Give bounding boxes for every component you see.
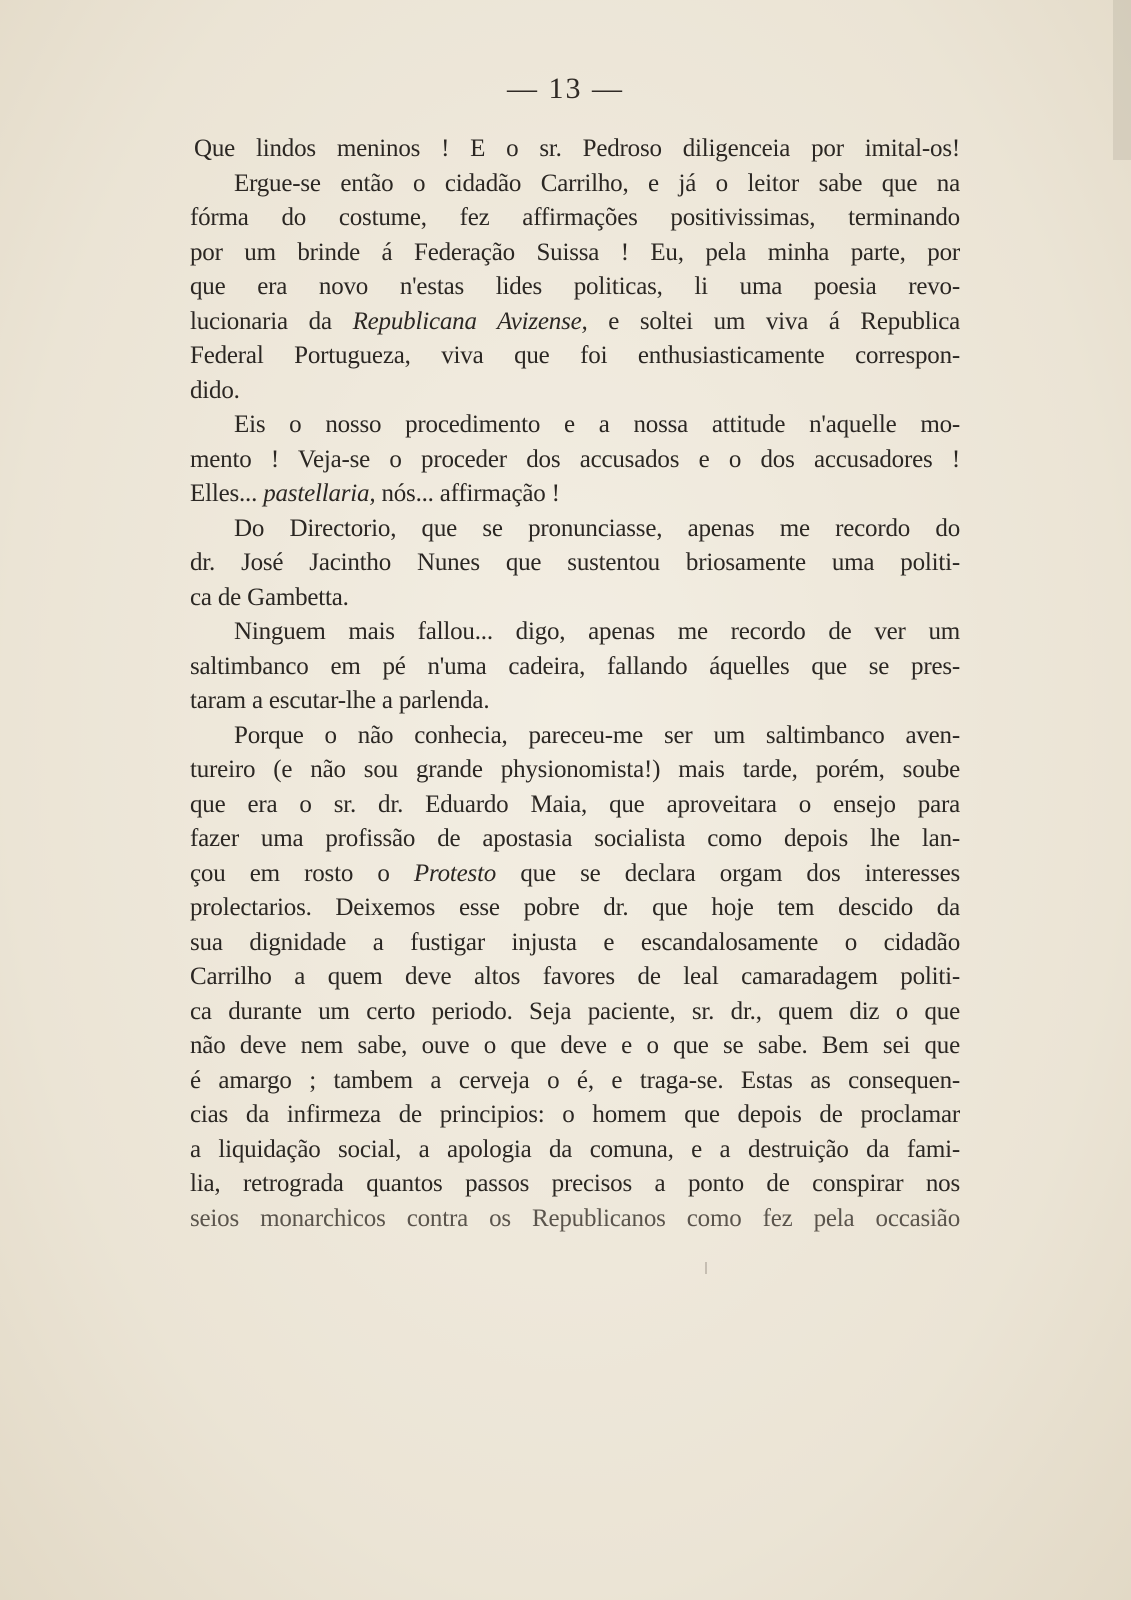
text-line-3: fórma do costume, fez affirmações positivissimas, terminando [190, 204, 960, 231]
text-line-22: çou em rosto o Protesto que se declara orgam dos interesses [190, 859, 961, 887]
text-line-18: Porque o não conhecia, pareceu-me ser um saltimbanco aven- [234, 721, 960, 749]
text-line-27: não deve nem sabe, ouve o que deve e o que se sabe. Bem sei que [190, 1032, 960, 1059]
text-line-17: taram a escutar-lhe a parlenda. [190, 687, 490, 714]
text-line-5: que era novo n'estas lides politicas, li uma poesia revo- [190, 273, 960, 300]
text-line-16: saltimbanco em pé n'uma cadeira, fallando áquelles que se pres- [190, 652, 960, 680]
text-line-6: lucionaria da Republicana Avizense, e soltei um viva á Republica [190, 307, 960, 335]
text-line-12: Do Directorio, que se pronunciasse, apenas me recordo do [234, 514, 960, 542]
text-line-30: a liquidação social, a apologia da comuna, e a destruição da fami- [190, 1135, 960, 1163]
text-line-8: dido. [190, 376, 240, 404]
body-text [190, 132, 960, 1236]
text-line-28: é amargo ; tambem a cerveja o é, e traga-se. Estas as consequen- [190, 1066, 960, 1094]
italic-title-protesto: Protesto [413, 859, 497, 887]
text-line-4: por um brinde á Federação Suissa ! Eu, pela minha parte, por [190, 238, 960, 266]
text-line-25: Carrilho a quem deve altos favores de leal camaradagem politi- [190, 963, 960, 990]
italic-title-republicana: Republicana Avizense, [352, 307, 588, 335]
ink-speck [705, 1262, 707, 1274]
text-line-1: Que lindos meninos ! E o sr. Pedroso diligenceia por imital-os! [194, 135, 960, 162]
text-line-9: Eis o nosso procedimento e a nossa attitude n'aquelle mo- [234, 411, 960, 438]
text-line-31: lia, retrograda quantos passos precisos a ponto de conspirar nos [190, 1170, 960, 1197]
paper-edge-shadow [1113, 0, 1131, 160]
italic-word-pastellaria: pastellaria, [263, 480, 376, 507]
text-line-24: sua dignidade a fustigar injusta e escandalosamente o cidadão [190, 928, 960, 956]
text-line-23: prolectarios. Deixemos esse pobre dr. que hoje tem descido da [190, 894, 960, 921]
text-line-7: Federal Portugueza, viva que foi enthusiasticamente correspon- [190, 342, 960, 369]
text-line-15: Ninguem mais fallou... digo, apenas me recordo de ver um [234, 618, 960, 645]
text-line-21: fazer uma profissão de apostasia socialista como depois lhe lan- [190, 825, 960, 852]
text-line-11: Elles... pastellaria, nós... affirmação ! [190, 480, 560, 507]
text-line-10: mento ! Veja-se o proceder dos accusados e o dos accusadores ! [190, 445, 960, 473]
text-line-20: que era o sr. dr. Eduardo Maia, que aproveitara o ensejo para [190, 790, 960, 818]
text-line-26: ca durante um certo periodo. Seja paciente, sr. dr., quem diz o que [190, 997, 960, 1025]
text-line-14: ca de Gambetta. [190, 583, 349, 611]
page-number: — 13 — [507, 72, 624, 105]
text-line-29: cias da infirmeza de principios: o homem que depois de proclamar [190, 1101, 960, 1128]
text-line-2: Ergue-se então o cidadão Carrilho, e já o leitor sabe que na [234, 169, 960, 197]
text-line-19: tureiro (e não sou grande physionomista!) mais tarde, porém, soube [190, 756, 960, 783]
text-line-13: dr. José Jacintho Nunes que sustentou briosamente uma politi- [190, 549, 960, 576]
text-line-32: seios monarchicos contra os Republicanos como fez pela occasião [190, 1204, 960, 1232]
